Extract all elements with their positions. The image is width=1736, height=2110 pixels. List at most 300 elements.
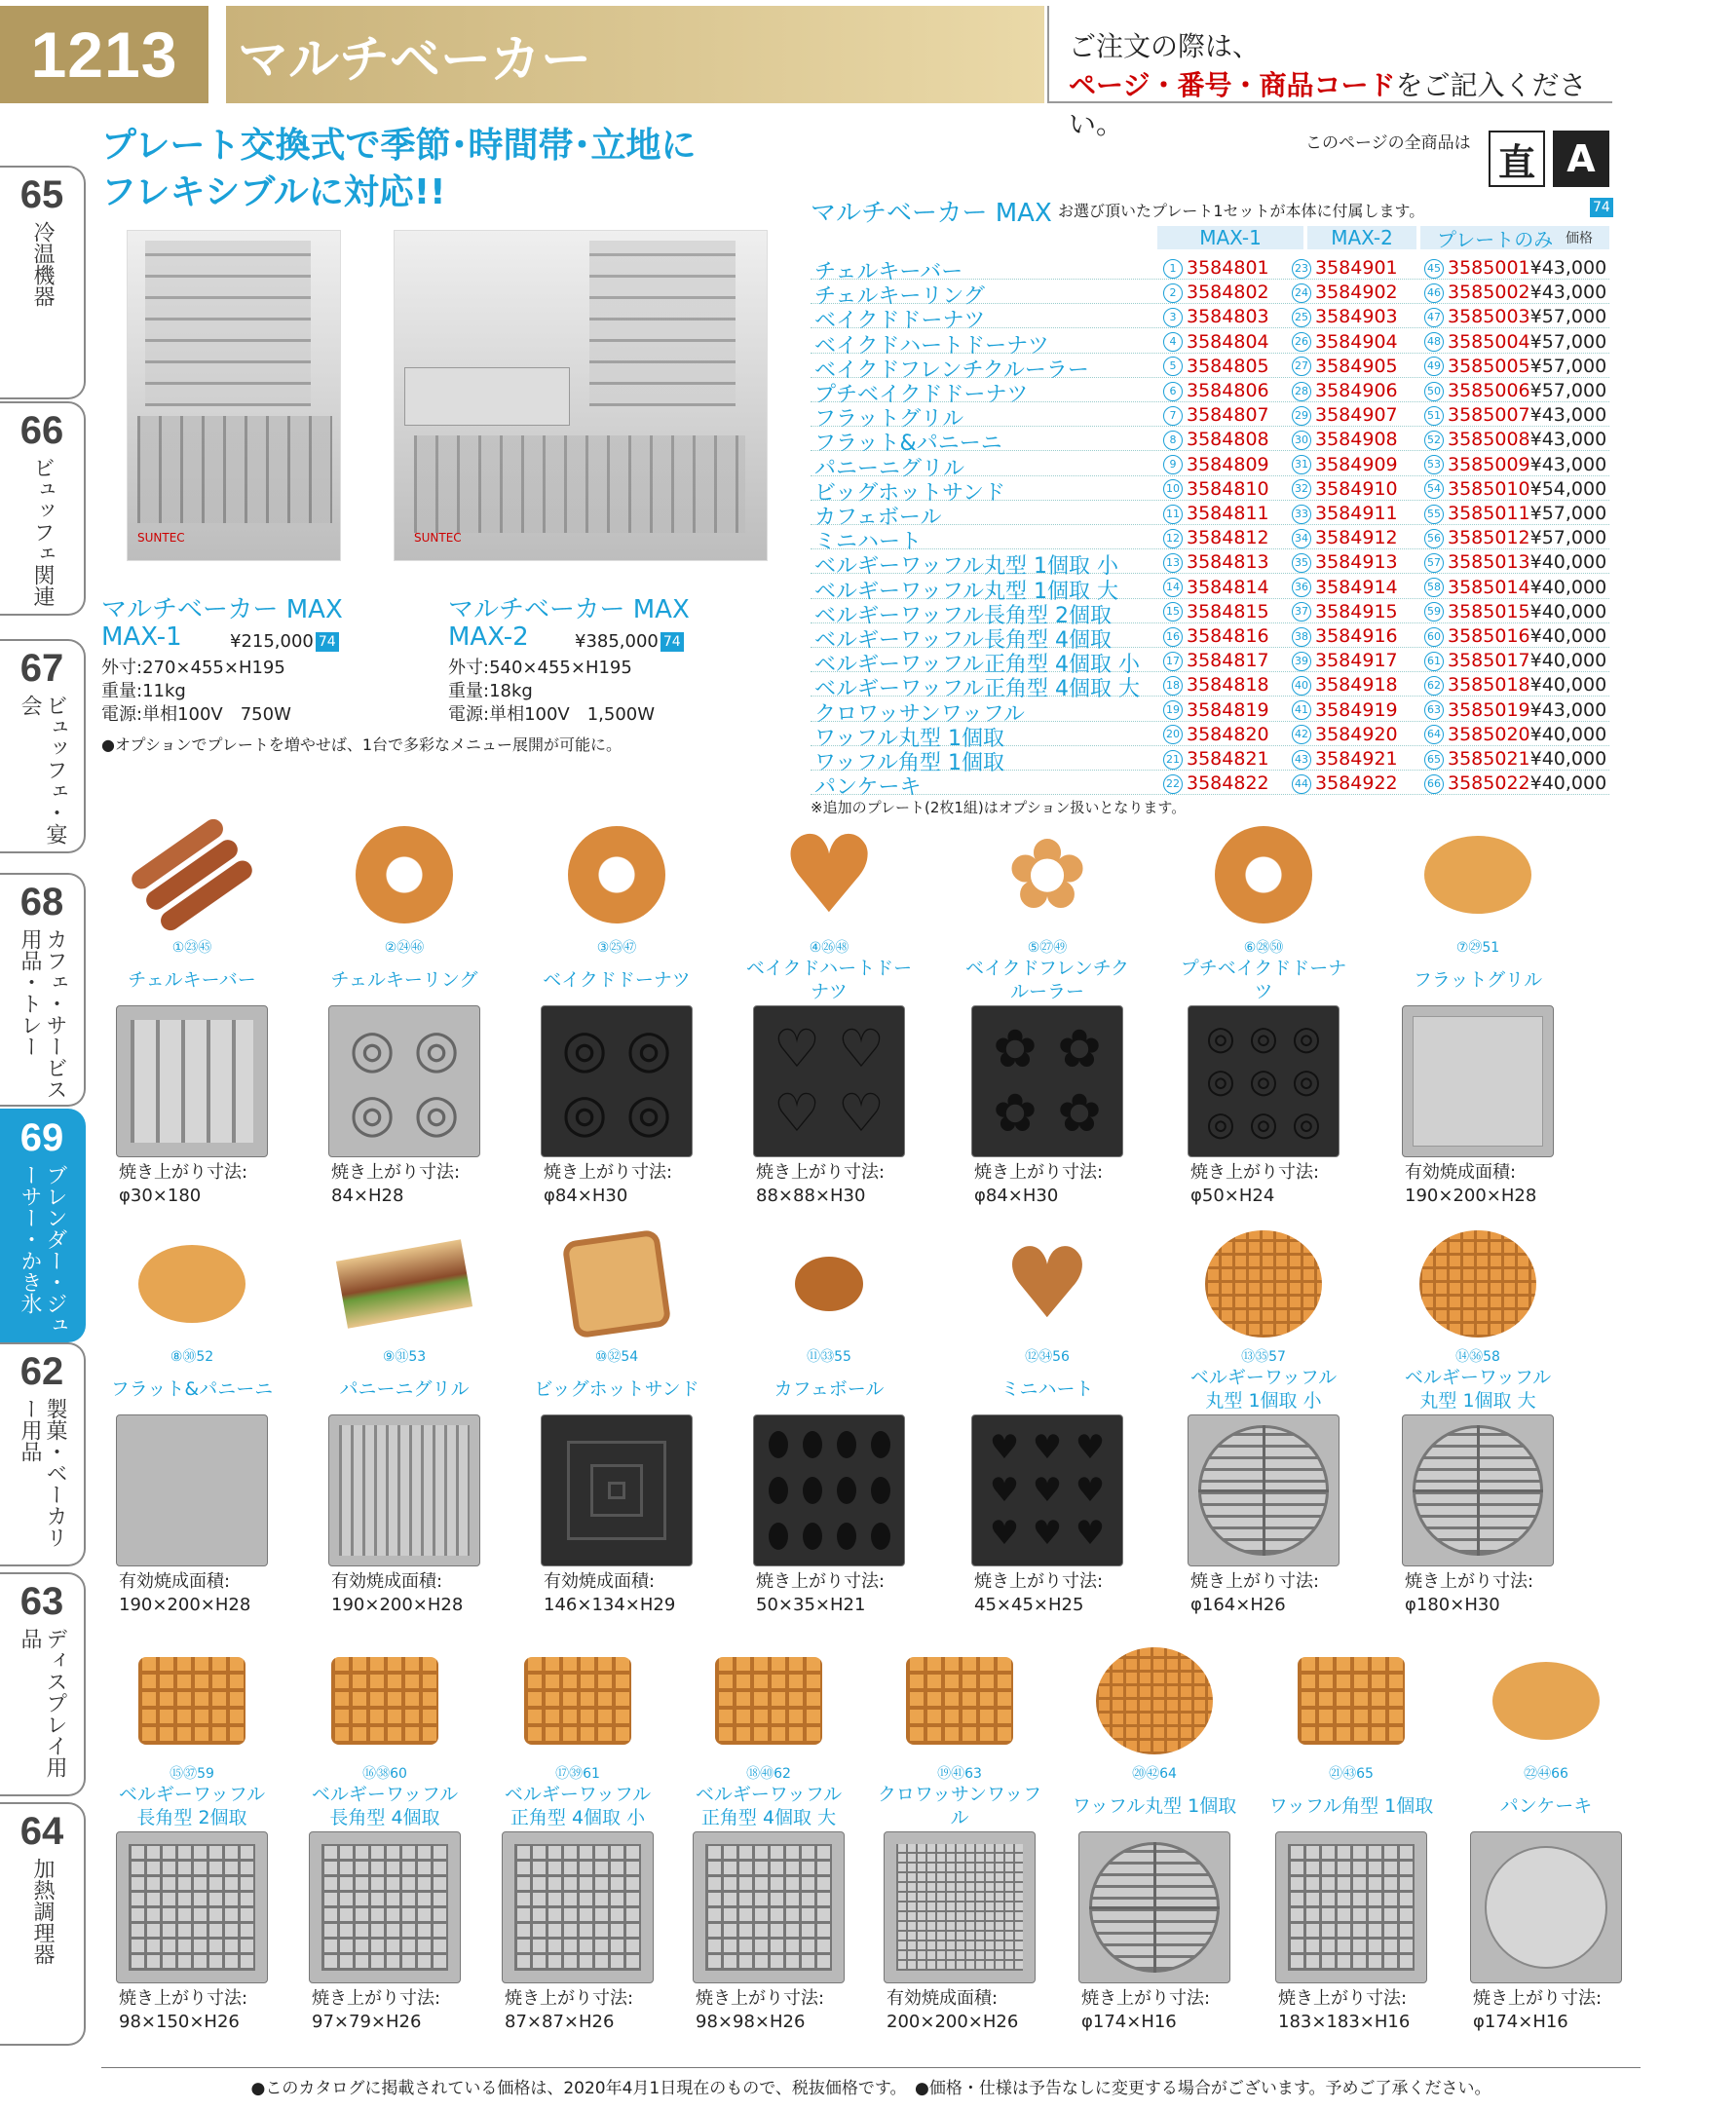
plate-code: 3585011	[1448, 503, 1530, 524]
plate-price: ¥57,000	[1529, 380, 1607, 401]
food-photo: ♥	[1003, 1226, 1091, 1340]
item-spec: 焼き上がり寸法: φ30×180	[119, 1162, 248, 1206]
plate-code: 3585006	[1448, 380, 1530, 401]
plate-item	[101, 1642, 283, 2034]
max2-code: 3584910	[1315, 477, 1398, 500]
row-name: ワッフル角型 1個取	[814, 751, 1005, 775]
tab-65[interactable]	[0, 166, 86, 399]
row-name: ベルギーワッフル長角型 4個取	[814, 628, 1113, 653]
table-row: ベルギーワッフル正角型 4個取 大 18 3584818 40 3584918 62 3585018¥40,000	[811, 672, 1609, 697]
tab-66[interactable]	[0, 401, 86, 616]
item-spec: 焼き上がり寸法: 87×87×H26	[505, 1988, 634, 2032]
row-name: フラット&パニーニ	[814, 432, 1002, 457]
row-name: チェルキーリング	[814, 284, 985, 310]
max1-code: 3584815	[1187, 600, 1269, 622]
max1-code: 3584817	[1187, 650, 1269, 672]
table-row: カフェボール 11 3584811 33 3584911 55 3585011¥57,000	[811, 501, 1609, 525]
max2-code: 3584905	[1315, 355, 1398, 377]
food-photo	[1387, 1225, 1568, 1342]
row-name: ベルギーワッフル丸型 1個取 小	[814, 554, 1119, 580]
tab-69[interactable]	[0, 1109, 86, 1342]
max2-code: 3584917	[1315, 650, 1398, 672]
tab-number: 69	[19, 1116, 64, 1159]
max1-code: 3584816	[1187, 625, 1269, 647]
table-row: ワッフル丸型 1個取 20 3584820 42 3584920 64 3585020¥40,000	[811, 722, 1609, 746]
table-row: ベルギーワッフル丸型 1個取 小 13 3584813 35 3584913 57 3585013¥40,000	[811, 549, 1609, 574]
item-name: ベルギーワッフル 正角型 4個取 小	[504, 1784, 652, 1828]
food-photo	[1455, 1642, 1637, 1759]
max2-code: 3584922	[1315, 772, 1398, 795]
plate-price: ¥57,000	[1529, 306, 1607, 328]
max1-code: 3584807	[1187, 404, 1269, 427]
plate-code: 3585008	[1448, 429, 1530, 451]
plate-price: ¥40,000	[1529, 600, 1607, 622]
plate-code: 3585010	[1448, 477, 1530, 500]
row-name: クロワッサンワッフル	[814, 701, 1025, 727]
max2-name: マルチベーカー MAX MAX-2	[448, 595, 690, 652]
max1-code: 3584821	[1187, 748, 1269, 770]
table-row: ワッフル角型 1個取 21 3584821 43 3584921 65 3585021¥40,000	[811, 746, 1609, 771]
food-photo	[101, 1225, 283, 1342]
row-name: フラットグリル	[814, 407, 964, 433]
page-title: マルチベーカー	[226, 6, 1044, 103]
tab-63[interactable]	[0, 1572, 86, 1796]
item-numbers: ⑨㉛53	[382, 1349, 427, 1365]
plate-price: ¥40,000	[1529, 772, 1607, 795]
max1-price: ¥215,000 74	[230, 631, 339, 652]
plate-code: 3585017	[1448, 650, 1530, 672]
plate-image: ◎ ◎ ◎ ◎	[328, 1005, 480, 1157]
tab-number: 64	[19, 1810, 64, 1853]
max1-spec: 外寸:270×455×H195 重量:11kg 電源:単相100V 750W	[101, 658, 291, 725]
item-name: プチベイクドドーナツ	[1180, 958, 1347, 1002]
item-name: パンケーキ	[1499, 1795, 1593, 1817]
plate-price: ¥43,000	[1529, 429, 1607, 451]
plate-image	[309, 1831, 461, 1983]
plate-item	[1387, 816, 1568, 1208]
table-row: ベルギーワッフル正角型 4個取 小 17 3584817 39 3584917 61 3585017¥40,000	[811, 648, 1609, 672]
plate-item	[294, 1642, 475, 2034]
row-name: ビッグホットサンド	[814, 480, 1006, 506]
row-name: ベルギーワッフル丸型 1個取 大	[814, 579, 1119, 604]
tab-number: 62	[19, 1350, 64, 1393]
max2-code: 3584920	[1315, 723, 1398, 745]
plate-price: ¥43,000	[1529, 453, 1607, 475]
item-numbers: ⑫㉞56	[1025, 1349, 1070, 1365]
tab-label: ディスプレイ用品	[18, 1628, 67, 1778]
item-spec: 有効焼成面積: 190×200×H28	[1405, 1162, 1537, 1206]
item-numbers: ⑬㉟57	[1241, 1349, 1286, 1365]
max1-code: 3584812	[1187, 527, 1269, 549]
plate-code: 3585005	[1448, 355, 1530, 377]
header-max2: MAX-2	[1307, 226, 1416, 249]
food-photo: ✿	[1006, 817, 1088, 931]
plate-item	[957, 816, 1138, 1208]
table-row: ミニハート 12 3584812 34 3584912 56 3585012¥57,000	[811, 525, 1609, 549]
plate-code: 3585014	[1448, 576, 1530, 598]
max1-code: 3584801	[1187, 257, 1269, 279]
max2-code: 3584915	[1315, 600, 1398, 622]
max2-code: 3584909	[1315, 453, 1398, 475]
plate-image: ✿ ✿ ✿ ✿	[971, 1005, 1123, 1157]
item-numbers: ⑮㊲59	[170, 1766, 214, 1782]
table-row: ビッグホットサンド 10 3584810 32 3584910 54 3585010¥54,000	[811, 476, 1609, 501]
plate-code: 3585016	[1448, 625, 1530, 647]
plate-item	[1064, 1642, 1245, 2034]
item-name: フラット&パニーニ	[110, 1378, 274, 1400]
table-row: フラット&パニーニ 8 3584808 30 3584908 52 3585008¥43,000	[811, 427, 1609, 451]
food-photo	[101, 1642, 283, 1759]
plate-image	[116, 1414, 268, 1566]
max1-code: 3584809	[1187, 453, 1269, 475]
plate-code: 3585001	[1448, 257, 1530, 279]
max1-code: 3584810	[1187, 477, 1269, 500]
item-name: ベイクドドーナツ	[543, 969, 691, 991]
item-name: ベルギーワッフル 長角型 2個取	[118, 1784, 266, 1828]
item-spec: 焼き上がり寸法: 45×45×H25	[974, 1571, 1104, 1615]
item-spec: 有効焼成面積: 146×134×H29	[544, 1571, 676, 1615]
food-photo	[314, 1225, 495, 1342]
plate-price: ¥57,000	[1529, 355, 1607, 377]
table-note: お選び頂いたプレート1セットが本体に付属します。	[1058, 202, 1425, 220]
item-name: ベルギーワッフル 長角型 4個取	[311, 1784, 459, 1828]
item-spec: 焼き上がり寸法: 98×98×H26	[696, 1988, 825, 2032]
row-name: ベルギーワッフル正角型 4個取 大	[814, 677, 1141, 702]
food-photo	[738, 1225, 920, 1342]
header-max1: MAX-1	[1157, 226, 1303, 249]
plate-item	[869, 1642, 1050, 2034]
plate-image	[1275, 1831, 1427, 1983]
row-name: ベルギーワッフル正角型 4個取 小	[814, 653, 1141, 678]
max1-code: 3584822	[1187, 772, 1269, 795]
tab-64[interactable]	[0, 1802, 86, 2046]
table-title: マルチベーカー MAX	[811, 199, 1052, 228]
row-name: ミニハート	[814, 530, 923, 555]
max1-name: マルチベーカー MAX MAX-1	[101, 595, 343, 652]
max2-code: 3584903	[1315, 306, 1398, 328]
item-name: ベイクドフレンチクルーラー	[964, 958, 1130, 1002]
tab-label: ビュッフェ・宴会	[18, 695, 67, 845]
max1-code: 3584802	[1187, 282, 1269, 304]
food-photo: ♥	[780, 812, 878, 937]
max2-code: 3584902	[1315, 282, 1398, 304]
item-numbers: ⑳㊷64	[1132, 1766, 1177, 1782]
table-row: クロワッサンワッフル 19 3584819 41 3584919 63 3585019¥43,000	[811, 697, 1609, 722]
food-photo	[1064, 1642, 1245, 1759]
item-numbers: ㉒㊹66	[1524, 1766, 1568, 1782]
row-name: ベイクドハートドーナツ	[814, 333, 1049, 358]
item-name: ワッフル丸型 1個取	[1072, 1795, 1237, 1817]
item-numbers: ①㉓㊺	[171, 940, 212, 956]
food-photo	[869, 1642, 1050, 1759]
plate-item	[957, 1225, 1138, 1617]
table-row: ベルギーワッフル丸型 1個取 大 14 3584814 36 3584914 58 3585014¥40,000	[811, 575, 1609, 599]
plate-item	[101, 816, 283, 1208]
max1-code: 3584803	[1187, 306, 1269, 328]
item-name: ベルギーワッフル 正角型 4個取 大	[695, 1784, 843, 1828]
max2-code: 3584904	[1315, 330, 1398, 353]
table-row: ベイクドフレンチクルーラー 5 3584805 27 3584905 49 3585005¥57,000	[811, 354, 1609, 378]
plate-price: ¥40,000	[1529, 625, 1607, 647]
max2-code: 3584906	[1315, 380, 1398, 401]
page-footer: ●このカタログに掲載されている価格は、2020年4月1日現在のもので、税抜価格です。 ●価格・仕様は予告なしに変更する場合がございます。予めご了承ください。	[101, 2067, 1641, 2098]
item-name: クロワッサンワッフル	[877, 1784, 1042, 1828]
row-name: プチベイクドドーナツ	[814, 383, 1029, 407]
row-name: パニーニグリル	[814, 456, 965, 481]
plate-item	[314, 816, 495, 1208]
plate-code: 3585019	[1448, 698, 1530, 721]
food-photo	[1261, 1642, 1442, 1759]
item-numbers: ⑩㉜54	[594, 1349, 639, 1365]
plate-item	[1387, 1225, 1568, 1617]
plate-item	[738, 812, 920, 1208]
max2-code: 3584921	[1315, 748, 1398, 770]
plate-code: 3585002	[1448, 282, 1530, 304]
item-spec: 焼き上がり寸法: φ84×H30	[544, 1162, 673, 1206]
row-name: ベルギーワッフル長角型 2個取	[814, 603, 1113, 628]
plate-image	[1470, 1831, 1622, 1983]
max2-code: 3584916	[1315, 625, 1398, 647]
plate-item	[526, 816, 707, 1208]
item-spec: 焼き上がり寸法: 183×183×H16	[1278, 1988, 1411, 2032]
plate-image	[1402, 1005, 1554, 1157]
max1-code: 3584805	[1187, 355, 1269, 377]
max2-code: 3584911	[1315, 503, 1398, 524]
plate-item	[1455, 1642, 1637, 2034]
max2-photo: SUNTEC	[394, 230, 768, 561]
all-products-note: このページの全商品は	[1305, 133, 1471, 153]
table-row: パンケーキ 22 3584822 44 3584922 66 3585022¥40,000	[811, 771, 1609, 795]
max2-code: 3584913	[1315, 551, 1398, 574]
item-spec: 焼き上がり寸法: 88×88×H30	[756, 1162, 886, 1206]
plate-image	[502, 1831, 654, 1983]
food-photo	[294, 1642, 475, 1759]
plate-code: 3585007	[1448, 404, 1530, 427]
plate-item	[487, 1642, 668, 2034]
max1-code: 3584814	[1187, 576, 1269, 598]
tab-number: 65	[19, 173, 64, 216]
item-numbers: ⑥㉘㊿	[1243, 940, 1284, 956]
plate-image	[328, 1414, 480, 1566]
item-numbers: ⑲㊶63	[937, 1766, 982, 1782]
item-spec: 焼き上がり寸法: φ180×H30	[1405, 1571, 1534, 1615]
plate-price: ¥40,000	[1529, 551, 1607, 574]
row-name: パンケーキ	[814, 775, 922, 801]
plate-code: 3585009	[1448, 453, 1530, 475]
item-spec: 焼き上がり寸法: 84×H28	[331, 1162, 461, 1206]
item-numbers: ②㉔㊻	[384, 940, 425, 956]
item-name: ベイクドハートドーナツ	[745, 958, 913, 1002]
item-name: カフェボール	[774, 1378, 885, 1400]
plate-price: ¥40,000	[1529, 674, 1607, 697]
plate-price: ¥40,000	[1529, 650, 1607, 672]
plate-item	[1173, 1225, 1354, 1617]
item-numbers: ⑭㊱58	[1455, 1349, 1500, 1365]
table-footnote: ※追加のプレート(2枚1組)はオプション扱いとなります。	[811, 799, 1187, 816]
item-spec: 焼き上がり寸法: 98×150×H26	[119, 1988, 248, 2032]
table-row: ベイクドハートドーナツ 4 3584804 26 3584904 48 3585004¥57,000	[811, 329, 1609, 354]
max2-code: 3584914	[1315, 576, 1398, 598]
table-row: ベルギーワッフル長角型 2個取 15 3584815 37 3584915 59 3585015¥40,000	[811, 599, 1609, 623]
plate-image: ◎ ◎ ◎ ◎	[541, 1005, 693, 1157]
truck-icon: A	[1553, 131, 1609, 187]
plate-code: 3585012	[1448, 527, 1530, 549]
food-photo	[101, 816, 283, 933]
tab-label: ブレンダー・ジューサー・かき氷	[18, 1164, 67, 1336]
max2-code: 3584919	[1315, 698, 1398, 721]
row-name: ワッフル丸型 1個取	[814, 726, 1005, 751]
plate-image	[693, 1831, 845, 1983]
max2-code: 3584908	[1315, 429, 1398, 451]
item-numbers: ⑯㊳60	[362, 1766, 407, 1782]
row-name: チェルキーバー	[814, 260, 963, 284]
plate-price: ¥57,000	[1529, 503, 1607, 524]
plate-item	[526, 1225, 707, 1617]
notice-red-text: ページ・番号・商品コード	[1069, 69, 1396, 101]
item-spec: 焼き上がり寸法: φ84×H30	[974, 1162, 1104, 1206]
plate-item	[101, 1225, 283, 1617]
food-photo	[526, 816, 707, 933]
notice-line1: ご注文の際は、	[1069, 30, 1261, 62]
plate-code: 3585015	[1448, 600, 1530, 622]
max1-code: 3584808	[1187, 429, 1269, 451]
item-numbers: ㉑㊸65	[1329, 1766, 1374, 1782]
plate-code: 3585022	[1448, 772, 1530, 795]
row-name: ベイクドドーナツ	[814, 309, 986, 334]
table-row: ベルギーワッフル長角型 4個取 16 3584816 38 3584916 60 3585016¥40,000	[811, 623, 1609, 648]
max1-photo: SUNTEC	[127, 230, 341, 561]
tab-label: カフェ・サービス用品・トレー	[18, 928, 67, 1100]
plate-item	[1261, 1642, 1442, 2034]
max1-code: 3584820	[1187, 723, 1269, 745]
item-spec: 焼き上がり寸法: φ174×H16	[1081, 1988, 1211, 2032]
item-numbers: ⑧㉚52	[170, 1349, 214, 1365]
tab-number: 68	[19, 881, 64, 923]
food-photo	[1173, 1225, 1354, 1342]
max1-code: 3584818	[1187, 674, 1269, 697]
table-row: チェルキーリング 2 3584802 24 3584902 46 3585002¥43,000	[811, 280, 1609, 304]
tab-67[interactable]	[0, 639, 86, 853]
plate-image	[116, 1005, 268, 1157]
item-name: フラットグリル	[1413, 969, 1543, 991]
plate-price: ¥43,000	[1529, 404, 1607, 427]
plate-image	[753, 1414, 905, 1566]
row-name: ベイクドフレンチクルーラー	[814, 358, 1089, 383]
item-name: ビッグホットサンド	[534, 1378, 699, 1400]
item-name: チェルキーリング	[330, 969, 478, 991]
max2-code: 3584912	[1315, 527, 1398, 549]
tab-68[interactable]	[0, 873, 86, 1107]
item-numbers: ⑱㊵62	[746, 1766, 791, 1782]
option-note: ●オプションでプレートを増やせば、1台で多彩なメニュー展開が可能に。	[101, 735, 623, 754]
table-row: ベイクドドーナツ 3 3584803 25 3584903 47 3585003¥57,000	[811, 304, 1609, 328]
item-numbers: ⑰㊴61	[555, 1766, 600, 1782]
item-name: ベルギーワッフル 丸型 1個取 大	[1404, 1367, 1552, 1412]
plate-price: ¥57,000	[1529, 527, 1607, 549]
max1-code: 3584806	[1187, 380, 1269, 401]
plate-code: 3585020	[1448, 723, 1530, 745]
food-photo	[526, 1225, 707, 1342]
notice-rest: をご記入ください。	[1069, 69, 1587, 140]
plate-code: 3585018	[1448, 674, 1530, 697]
item-spec: 有効焼成面積: 190×200×H28	[119, 1571, 251, 1615]
food-photo	[678, 1642, 859, 1759]
plate-item	[678, 1642, 859, 2034]
tab-label: ビュッフェ関連	[30, 457, 55, 607]
tab-label: 冷温機器	[30, 221, 55, 307]
plate-image	[1078, 1831, 1230, 1983]
item-numbers: ④㉖㊽	[809, 940, 849, 956]
max1-code: 3584819	[1187, 698, 1269, 721]
item-spec: 有効焼成面積: 200×200×H26	[887, 1988, 1019, 2032]
plate-price: ¥40,000	[1529, 723, 1607, 745]
item-spec: 焼き上がり寸法: φ164×H26	[1190, 1571, 1320, 1615]
plate-image	[116, 1831, 268, 1983]
item-spec: 焼き上がり寸法: 50×35×H21	[756, 1571, 886, 1615]
tab-label: 加熱調理器	[30, 1858, 55, 1965]
plate-image	[884, 1831, 1036, 1983]
direct-ship-icon: 直	[1489, 131, 1545, 187]
plate-price: ¥40,000	[1529, 748, 1607, 770]
tab-62[interactable]	[0, 1342, 86, 1566]
plate-price: ¥43,000	[1529, 698, 1607, 721]
table-row: プチベイクドドーナツ 6 3584806 28 3584906 50 3585006¥57,000	[811, 378, 1609, 402]
max1-code: 3584813	[1187, 551, 1269, 574]
plate-image	[1188, 1414, 1340, 1566]
max2-spec: 外寸:540×455×H195 重量:18kg 電源:単相100V 1,500W	[448, 658, 656, 725]
plate-item	[738, 1225, 920, 1617]
item-name: ベルギーワッフル 丸型 1個取 小	[1189, 1367, 1338, 1412]
max2-price: ¥385,000 74	[575, 631, 684, 652]
plate-code: 3585021	[1448, 748, 1530, 770]
item-spec: 焼き上がり寸法: φ50×H24	[1190, 1162, 1320, 1206]
plate-code: 3585004	[1448, 330, 1530, 353]
food-photo	[1173, 816, 1354, 933]
max1-code: 3584811	[1187, 503, 1269, 524]
plate-item	[1173, 816, 1354, 1208]
header-plate-only: プレートのみ 価格	[1420, 226, 1609, 249]
max2-code: 3584901	[1315, 257, 1398, 279]
plate-image: ◎ ◎ ◎ ◎ ◎ ◎ ◎ ◎ ◎	[1188, 1005, 1340, 1157]
item-name: パニーニグリル	[339, 1378, 470, 1400]
food-photo	[1387, 816, 1568, 933]
item-spec: 焼き上がり寸法: φ174×H16	[1473, 1988, 1603, 2032]
plate-image: ♡ ♡ ♡ ♡	[753, 1005, 905, 1157]
plate-price: ¥40,000	[1529, 576, 1607, 598]
plate-code: 3585013	[1448, 551, 1530, 574]
plate-item	[314, 1225, 495, 1617]
plate-price: ¥54,000	[1529, 477, 1607, 500]
catalog-badge: 74	[1588, 197, 1613, 217]
item-name: ミニハート	[1000, 1378, 1094, 1400]
table-row: チェルキーバー 1 3584801 23 3584901 45 3585001¥43,000	[811, 255, 1609, 280]
plate-image: ♥ ♥ ♥ ♥ ♥ ♥ ♥ ♥ ♥	[971, 1414, 1123, 1566]
food-photo	[314, 816, 495, 933]
table-row: パニーニグリル 9 3584809 31 3584909 53 3585009¥43,000	[811, 452, 1609, 476]
item-name: チェルキーバー	[128, 969, 256, 991]
tab-number: 67	[19, 647, 64, 690]
max2-code: 3584907	[1315, 404, 1398, 427]
plate-image	[541, 1414, 693, 1566]
plate-image	[1402, 1414, 1554, 1566]
item-spec: 有効焼成面積: 190×200×H28	[331, 1571, 464, 1615]
tab-label: 製菓・ベーカリー用品	[18, 1398, 67, 1548]
plate-code: 3585003	[1448, 306, 1530, 328]
item-numbers: ③㉕㊼	[596, 940, 637, 956]
row-name: カフェボール	[814, 506, 942, 530]
max1-code: 3584804	[1187, 330, 1269, 353]
plate-price: ¥43,000	[1529, 282, 1607, 304]
